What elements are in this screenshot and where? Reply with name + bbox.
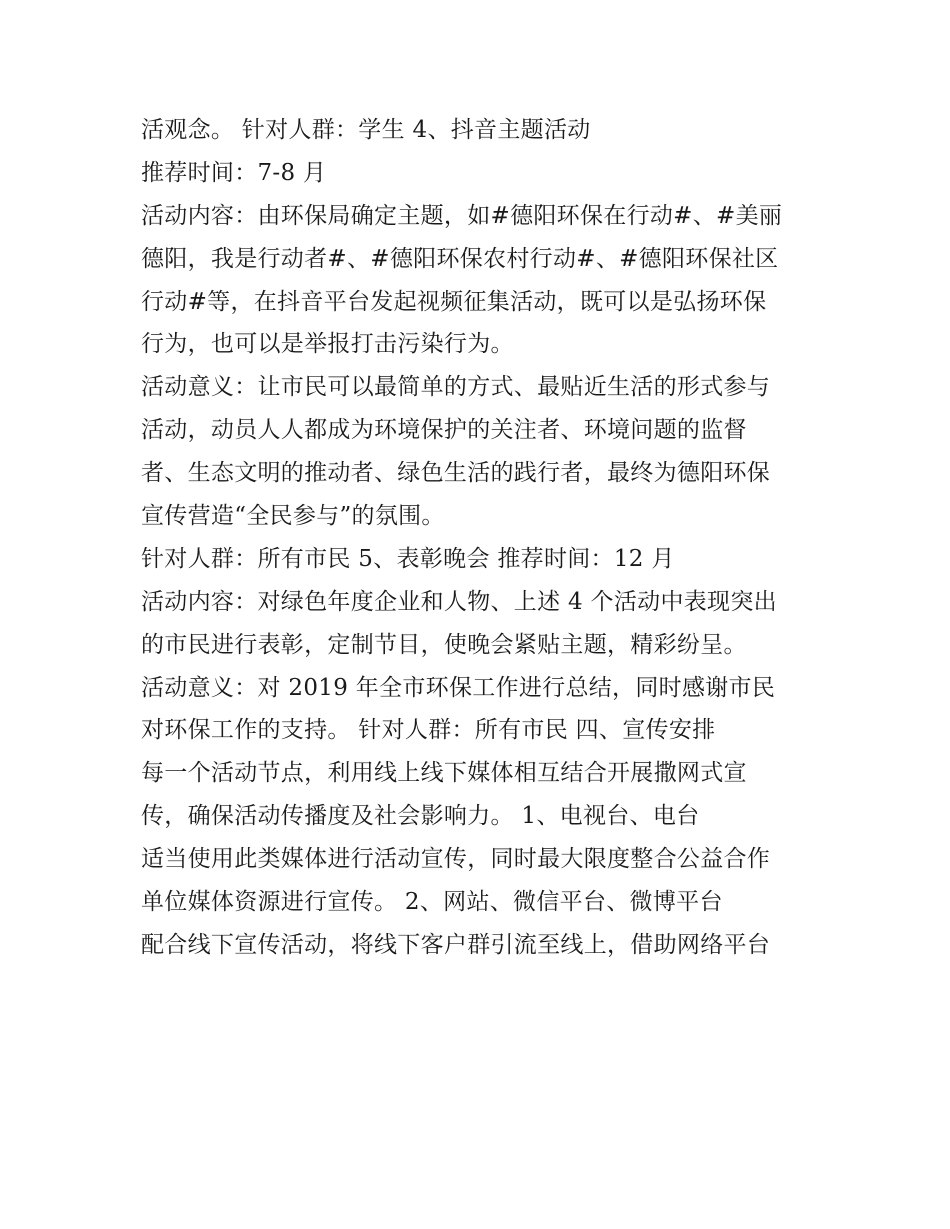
text-line: 配合线下宣传活动，将线下客户群引流至线上，借助网络平台 xyxy=(141,931,771,958)
text-line: 对环保工作的支持。 针对人群：所有市民 四、宣传安排 xyxy=(141,717,716,744)
text-line: 活动意义：对 2019 年全市环保工作进行总结，同时感谢市民 xyxy=(141,674,776,701)
text-line: 单位媒体资源进行宣传。 2、网站、微信平台、微博平台 xyxy=(141,889,723,916)
text-line: 推荐时间：7-8 月 xyxy=(141,159,327,186)
text-line: 行动#等，在抖音平台发起视频征集活动，既可以是弘扬环保 xyxy=(141,288,767,315)
text-line: 活动意义：让市民可以最简单的方式、最贴近生活的形式参与 xyxy=(141,374,771,401)
text-line: 活动，动员人人都成为环境保护的关注者、环境问题的监督 xyxy=(141,417,747,444)
text-line: 传，确保活动传播度及社会影响力。 1、电视台、电台 xyxy=(141,803,700,830)
text-line: 适当使用此类媒体进行活动宣传，同时最大限度整合公益合作 xyxy=(141,846,771,873)
text-line: 的市民进行表彰，定制节目，使晚会紧贴主题，精彩纷呈。 xyxy=(141,631,747,658)
text-line: 针对人群：所有市民 5、表彰晚会 推荐时间：12 月 xyxy=(141,545,675,572)
text-line: 德阳，我是行动者#、#德阳环保农村行动#、#德阳环保社区 xyxy=(141,245,779,272)
text-line: 活动内容：对绿色年度企业和人物、上述 4 个活动中表现突出 xyxy=(141,588,777,615)
text-line: 者、生态文明的推动者、绿色生活的践行者，最终为德阳环保 xyxy=(141,460,771,487)
text-line: 活观念。 针对人群：学生 4、抖音主题活动 xyxy=(141,117,591,143)
document-body xyxy=(141,109,821,967)
text-line: 宣传营造“全民参与”的氛围。 xyxy=(141,503,445,530)
text-line: 活动内容：由环保局确定主题，如#德阳环保在行动#、#美丽 xyxy=(141,202,783,229)
text-line: 每一个活动节点，利用线上线下媒体相互结合开展撒网式宣 xyxy=(141,760,747,787)
text-line: 行为，也可以是举报打击污染行为。 xyxy=(141,331,514,358)
